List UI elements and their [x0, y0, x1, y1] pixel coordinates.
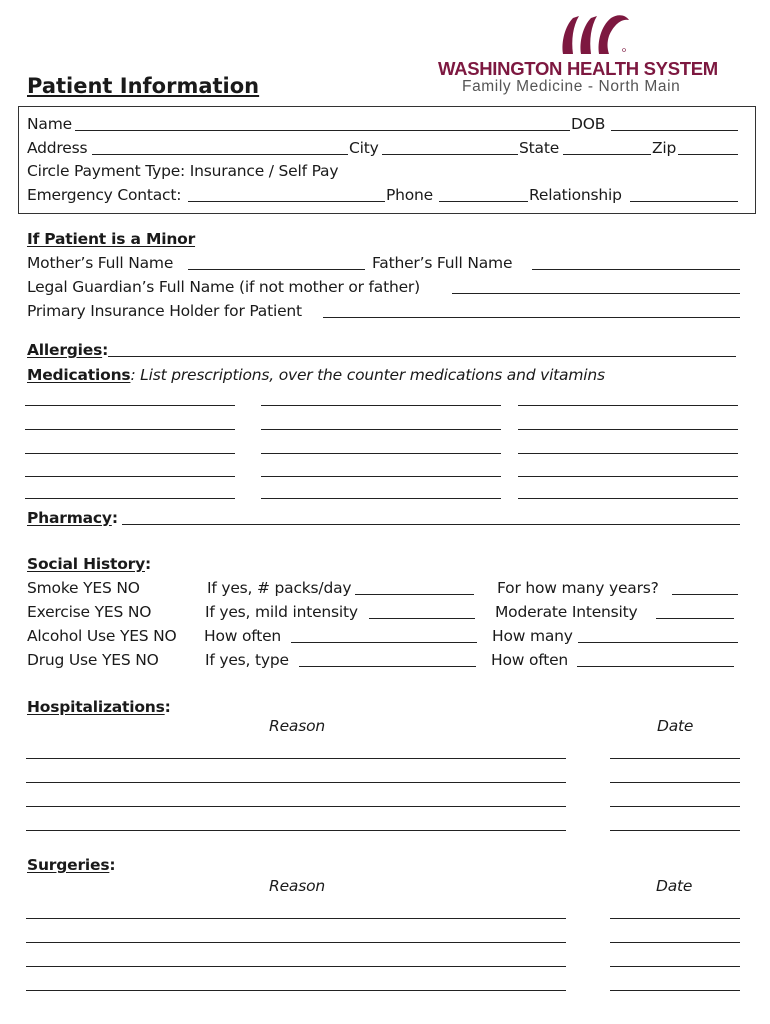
medication-line-3a[interactable] [25, 453, 235, 454]
drug-frequency-label: How often [491, 651, 569, 669]
insurance-holder-field[interactable] [323, 317, 740, 318]
drug-type-field[interactable] [299, 666, 476, 667]
city-field[interactable] [382, 154, 518, 155]
medication-line-4b[interactable] [261, 498, 501, 499]
smoke-years-label: For how many years? [497, 579, 659, 597]
logo-name: WASHINGTON HEALTH SYSTEM [438, 58, 718, 79]
medication-line-5c[interactable] [518, 476, 738, 477]
logo-subtitle: Family Medicine - North Main [462, 78, 681, 95]
surgery-date-line-4[interactable] [610, 990, 740, 991]
packs-per-day-field[interactable] [355, 594, 474, 595]
surgeries-heading: Surgeries: [27, 856, 116, 874]
medication-line-5a[interactable] [25, 476, 235, 477]
surgery-reason-line-2[interactable] [26, 942, 566, 943]
pharmacy-heading: Pharmacy: [27, 509, 118, 527]
hospitalization-reason-line-2[interactable] [26, 782, 566, 783]
drug-use-label: Drug Use YES NO [27, 651, 159, 669]
surgery-reason-header: Reason [269, 877, 325, 895]
phone-field[interactable] [439, 201, 528, 202]
drug-frequency-field[interactable] [577, 666, 734, 667]
exercise-label: Exercise YES NO [27, 603, 152, 621]
emergency-contact-field[interactable] [188, 201, 385, 202]
state-field[interactable] [563, 154, 651, 155]
state-label: State [519, 139, 560, 157]
hospitalization-date-line-2[interactable] [610, 782, 740, 783]
alcohol-frequency-field[interactable] [291, 642, 477, 643]
surgery-date-header: Date [656, 877, 693, 895]
relationship-label: Relationship [529, 186, 622, 204]
surgery-reason-line-3[interactable] [26, 966, 566, 967]
medication-line-1b[interactable] [261, 405, 501, 406]
alcohol-amount-field[interactable] [578, 642, 738, 643]
medication-line-4c[interactable] [518, 498, 738, 499]
medication-line-1a[interactable] [25, 405, 235, 406]
hospitalization-reason-header: Reason [269, 717, 325, 735]
city-label: City [349, 139, 379, 157]
guardian-name-field[interactable] [452, 293, 740, 294]
emergency-contact-label: Emergency Contact: [27, 186, 182, 204]
allergies-heading: Allergies: [27, 341, 109, 359]
medication-line-2a[interactable] [25, 429, 235, 430]
allergies-field[interactable] [108, 356, 736, 357]
name-field[interactable] [75, 130, 570, 131]
hospitalization-reason-line-3[interactable] [26, 806, 566, 807]
payment-type-label: Circle Payment Type: Insurance / Self Pay [27, 162, 339, 180]
surgery-reason-line-1[interactable] [26, 918, 566, 919]
hospitalization-date-line-3[interactable] [610, 806, 740, 807]
surgery-date-line-1[interactable] [610, 918, 740, 919]
medication-line-4a[interactable] [25, 498, 235, 499]
washington-health-logo-icon [555, 12, 635, 56]
exercise-mild-label: If yes, mild intensity [205, 603, 358, 621]
dob-label: DOB [571, 115, 606, 133]
exercise-moderate-label: Moderate Intensity [495, 603, 638, 621]
medications-heading: Medications: List prescriptions, over the counter medications and vitamins [27, 366, 605, 384]
medication-line-5b[interactable] [261, 476, 501, 477]
address-field[interactable] [92, 154, 348, 155]
guardian-name-label: Legal Guardian’s Full Name (if not mother or father) [27, 278, 420, 296]
hospitalization-date-line-1[interactable] [610, 758, 740, 759]
hospitalizations-heading: Hospitalizations: [27, 698, 171, 716]
alcohol-frequency-label: How often [204, 627, 282, 645]
hospitalization-reason-line-4[interactable] [26, 830, 566, 831]
pharmacy-field[interactable] [122, 524, 740, 525]
hospitalization-reason-line-1[interactable] [26, 758, 566, 759]
surgery-date-line-2[interactable] [610, 942, 740, 943]
page-title: Patient Information [27, 74, 260, 98]
mother-name-label: Mother’s Full Name [27, 254, 174, 272]
medication-line-3c[interactable] [518, 453, 738, 454]
alcohol-amount-label: How many [492, 627, 573, 645]
zip-label: Zip [652, 139, 677, 157]
social-history-heading: Social History: [27, 555, 151, 573]
drug-type-label: If yes, type [205, 651, 289, 669]
insurance-holder-label: Primary Insurance Holder for Patient [27, 302, 302, 320]
relationship-field[interactable] [630, 201, 738, 202]
address-label: Address [27, 139, 88, 157]
medication-line-2c[interactable] [518, 429, 738, 430]
phone-label: Phone [386, 186, 434, 204]
father-name-label: Father’s Full Name [372, 254, 513, 272]
medication-line-1c[interactable] [518, 405, 738, 406]
surgery-date-line-3[interactable] [610, 966, 740, 967]
father-name-field[interactable] [532, 269, 740, 270]
minor-heading: If Patient is a Minor [27, 230, 196, 248]
medication-line-2b[interactable] [261, 429, 501, 430]
mother-name-field[interactable] [188, 269, 365, 270]
hospitalization-date-line-4[interactable] [610, 830, 740, 831]
name-label: Name [27, 115, 72, 133]
exercise-moderate-field[interactable] [656, 618, 734, 619]
medication-line-3b[interactable] [261, 453, 501, 454]
hospitalization-date-header: Date [657, 717, 694, 735]
packs-per-day-label: If yes, # packs/day [207, 579, 352, 597]
zip-field[interactable] [678, 154, 738, 155]
alcohol-label: Alcohol Use YES NO [27, 627, 177, 645]
smoke-years-field[interactable] [672, 594, 738, 595]
exercise-mild-field[interactable] [369, 618, 475, 619]
surgery-reason-line-4[interactable] [26, 990, 566, 991]
smoke-label: Smoke YES NO [27, 579, 140, 597]
dob-field[interactable] [611, 130, 738, 131]
